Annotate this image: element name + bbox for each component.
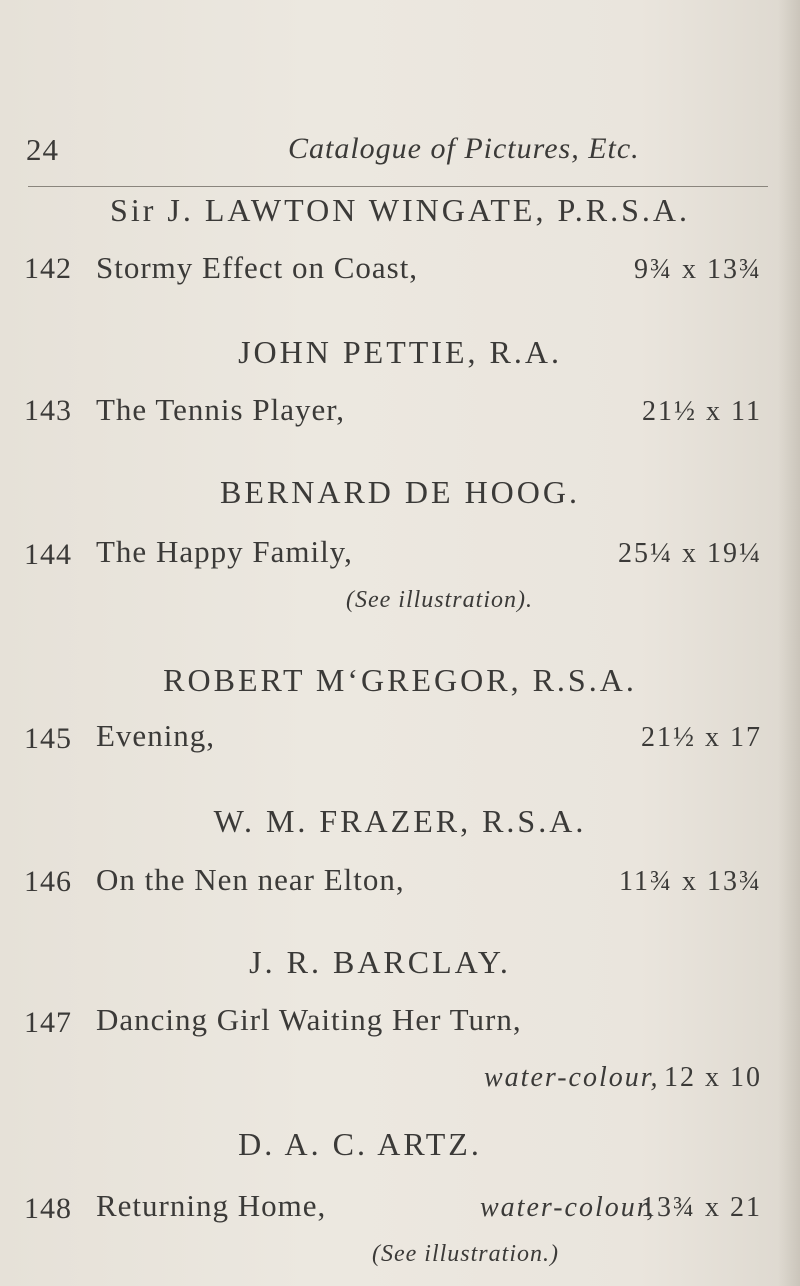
dimensions: 25¼ x 19¼ [618,538,762,569]
dimensions: 21½ x 11 [642,396,762,427]
artist-name: Sir J. LAWTON WINGATE, P.R.S.A. [110,192,690,228]
catalogue-number: 147 [24,1006,72,1039]
picture-title: The Tennis Player, [96,392,346,427]
medium: water-colour, [484,1062,660,1093]
catalogue-number: 148 [24,1192,72,1225]
artist-name: W. M. FRAZER, R.S.A. [213,803,587,839]
picture-title: On the Nen near Elton, [96,862,405,897]
page-number: 24 [26,132,59,167]
picture-title: Dancing Girl Waiting Her Turn, [96,1002,522,1037]
illustration-note: (See illustration.) [372,1241,559,1267]
page-header [0,132,800,172]
catalogue-number: 142 [24,252,72,285]
running-title: Catalogue of Pictures, Etc. [288,132,640,165]
artist-name: ROBERT M‘GREGOR, R.S.A. [163,662,637,698]
dimensions: 13¾ x 21 [641,1192,762,1223]
artist-name: BERNARD DE HOOG. [220,474,580,510]
dimensions: 12 x 10 [664,1062,762,1093]
illustration-note: (See illustration). [346,587,533,613]
picture-title: Stormy Effect on Coast, [96,250,419,285]
medium: water-colour, [480,1192,656,1223]
picture-title: The Happy Family, [96,534,353,569]
catalogue-number: 144 [24,538,72,571]
picture-title: Evening, [96,718,216,753]
artist-name: J. R. BARCLAY. [249,944,511,980]
catalogue-number: 146 [24,865,72,898]
dimensions: 21½ x 17 [641,722,762,753]
header-rule [28,186,768,187]
dimensions: 9¾ x 13¾ [634,254,762,285]
catalogue-number: 143 [24,394,72,427]
dimensions: 11¾ x 13¾ [619,866,762,897]
artist-name: D. A. C. ARTZ. [238,1126,482,1162]
artist-name: JOHN PETTIE, R.A. [238,334,562,370]
page-edge-shadow [778,0,800,1286]
catalogue-number: 145 [24,722,72,755]
picture-title: Returning Home, [96,1188,327,1223]
